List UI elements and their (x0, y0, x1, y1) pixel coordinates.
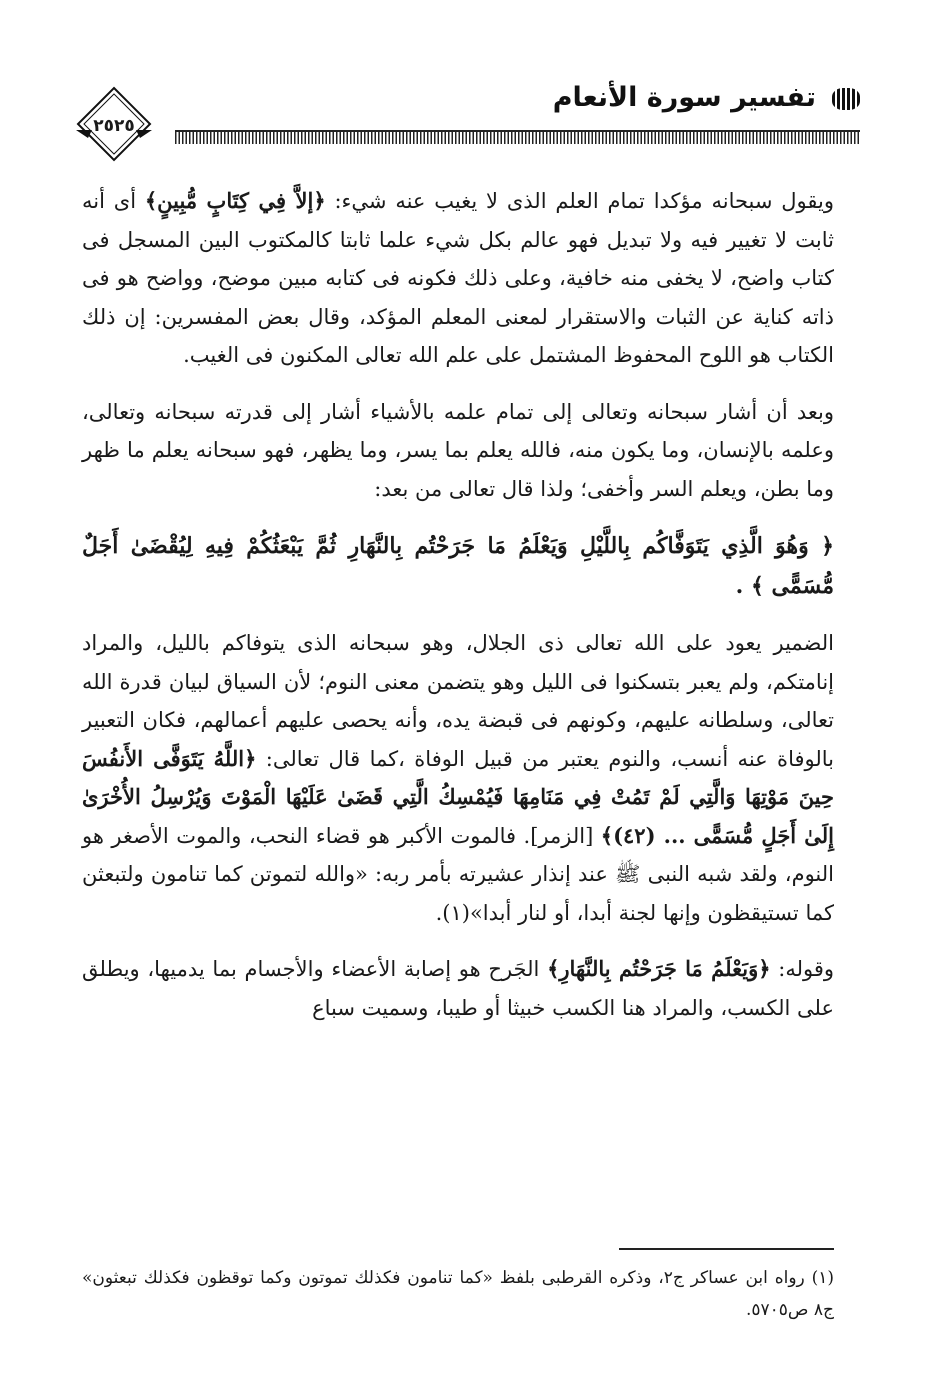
paragraph-3-text-a: الضمير يعود على الله تعالى ذى الجلال، وهو سبحانه الذى يتوفاكم بالليل، والمراد إنامتكم، ولم يعبر بتسكنوا فى الليل وهو يتضمن معنى النوم؛ لأن السياق لبيان قدرة الله تعالى، وسلطانه عليهم، وكونهم فى قبضة يده، وأنه يحصى عليهم أعمالهم، فكان التعبير بالوفاة عنه أنسب، والنوم يعتبر من قبيل الوفاة ،كما قال تعالى: (82, 631, 834, 771)
page-number-badge (74, 84, 154, 164)
paragraph-3-text-b: [الزمر]. فالموت الأكبر هو قضاء النحب، والموت الأصغر هو النوم، ولقد شبه النبى ﷺ عند إنذار عشيرته بأمر ربه: «والله لتموتن كما تنامون ولتبعثن كما تستيقظون وإنها لجنة أبدا، أو لنار أبدا»(١). (82, 823, 834, 925)
page-header (60, 78, 860, 168)
page-body (82, 182, 834, 1045)
paragraph-3 (82, 624, 834, 932)
paragraph-1-text-b: أى أنه ثابت لا تغيير فيه ولا تبديل فهو عالم بكل شيء علما ثابتا كالمكتوب البين المسجل فى كتاب واضح، لا يخفى منه خافية، وعلى ذلك فكونه فى كتابه مبين موضح، وواضح هو فى ذاته كناية عن الثبات والاستقرار لمعنى المعلم المؤكد، وقال بعض المفسرين: إن ذلك الكتاب هو اللوح المحفوظ المشتمل على علم الله تعالى المكنون فى الغيب. (82, 189, 834, 367)
page-number: ٢٥٢٥ (93, 116, 135, 136)
header-rule (175, 130, 860, 144)
verse-block: ﴿ وَهُوَ الَّذِي يَتَوَفَّاكُم بِاللَّيْلِ وَيَعْلَمُ مَا جَرَحْتُم بِالنَّهَارِ ثُمَّ يَبْعَثُكُمْ فِيهِ لِيُقْضَىٰ أَجَلٌ مُّسَمًّى ﴾ . (82, 533, 834, 599)
running-title: تفسير سورة الأنعام (552, 82, 816, 113)
footnote-divider (619, 1248, 834, 1250)
paragraph-2: وبعد أن أشار سبحانه وتعالى إلى تمام علمه بالأشياء أشار إلى قدرته سبحانه وتعالى، وعلمه بالإنسان، وما يكون منه، فالله يعلم بما يسر، وما يظهر، فهو سبحانه يعلم ما ظهر وما بطن، ويعلم السر وأخفى؛ ولذا قال تعالى من بعد: (82, 399, 834, 501)
paragraph-4 (82, 950, 834, 1027)
flower-ornament-icon (832, 88, 860, 110)
quran-quote-3: ﴿وَيَعْلَمُ مَا جَرَحْتُم بِالنَّهَارِ﴾ (547, 956, 771, 981)
paragraph-1-text-a: ويقول سبحانه مؤكدا تمام العلم الذى لا يغيب عنه شيء: (325, 189, 835, 213)
paragraph-4-text-a: وقوله: (770, 957, 834, 981)
footnote: (١) رواه ابن عساكر ج٢، وذكره القرطبى بلفظ «كما تنامون فكذلك تموتون وكما توقظون فكذلك تبعثون» ج٨ ص٥٧٠٥. (82, 1268, 834, 1320)
paragraph-4-text-b: الجَرح هو إصابة الأعضاء والأجسام بما يدميها، ويطلق على الكسب، والمراد هنا الكسب خبيثا أو طيبا، وسميت سباع (82, 957, 834, 1020)
quran-quote-1: ﴿إلاَّ فِي كِتَابٍ مُّبِينٍ﴾ (144, 188, 326, 213)
paragraph-1 (82, 182, 834, 375)
quran-quote-2: ﴿اللَّهُ يَتَوَفَّى الأَنفُسَ حِينَ مَوْتِهَا وَالَّتِي لَمْ تَمُتْ فِي مَنَامِهَا فَيُمْسِكُ الَّتِي قَضَىٰ عَلَيْهَا الْمَوْتَ وَيُرْسِلُ الأُخْرَىٰ إِلَىٰ أَجَلٍ مُّسَمًّى ... (٤٢)﴾ (82, 745, 834, 848)
